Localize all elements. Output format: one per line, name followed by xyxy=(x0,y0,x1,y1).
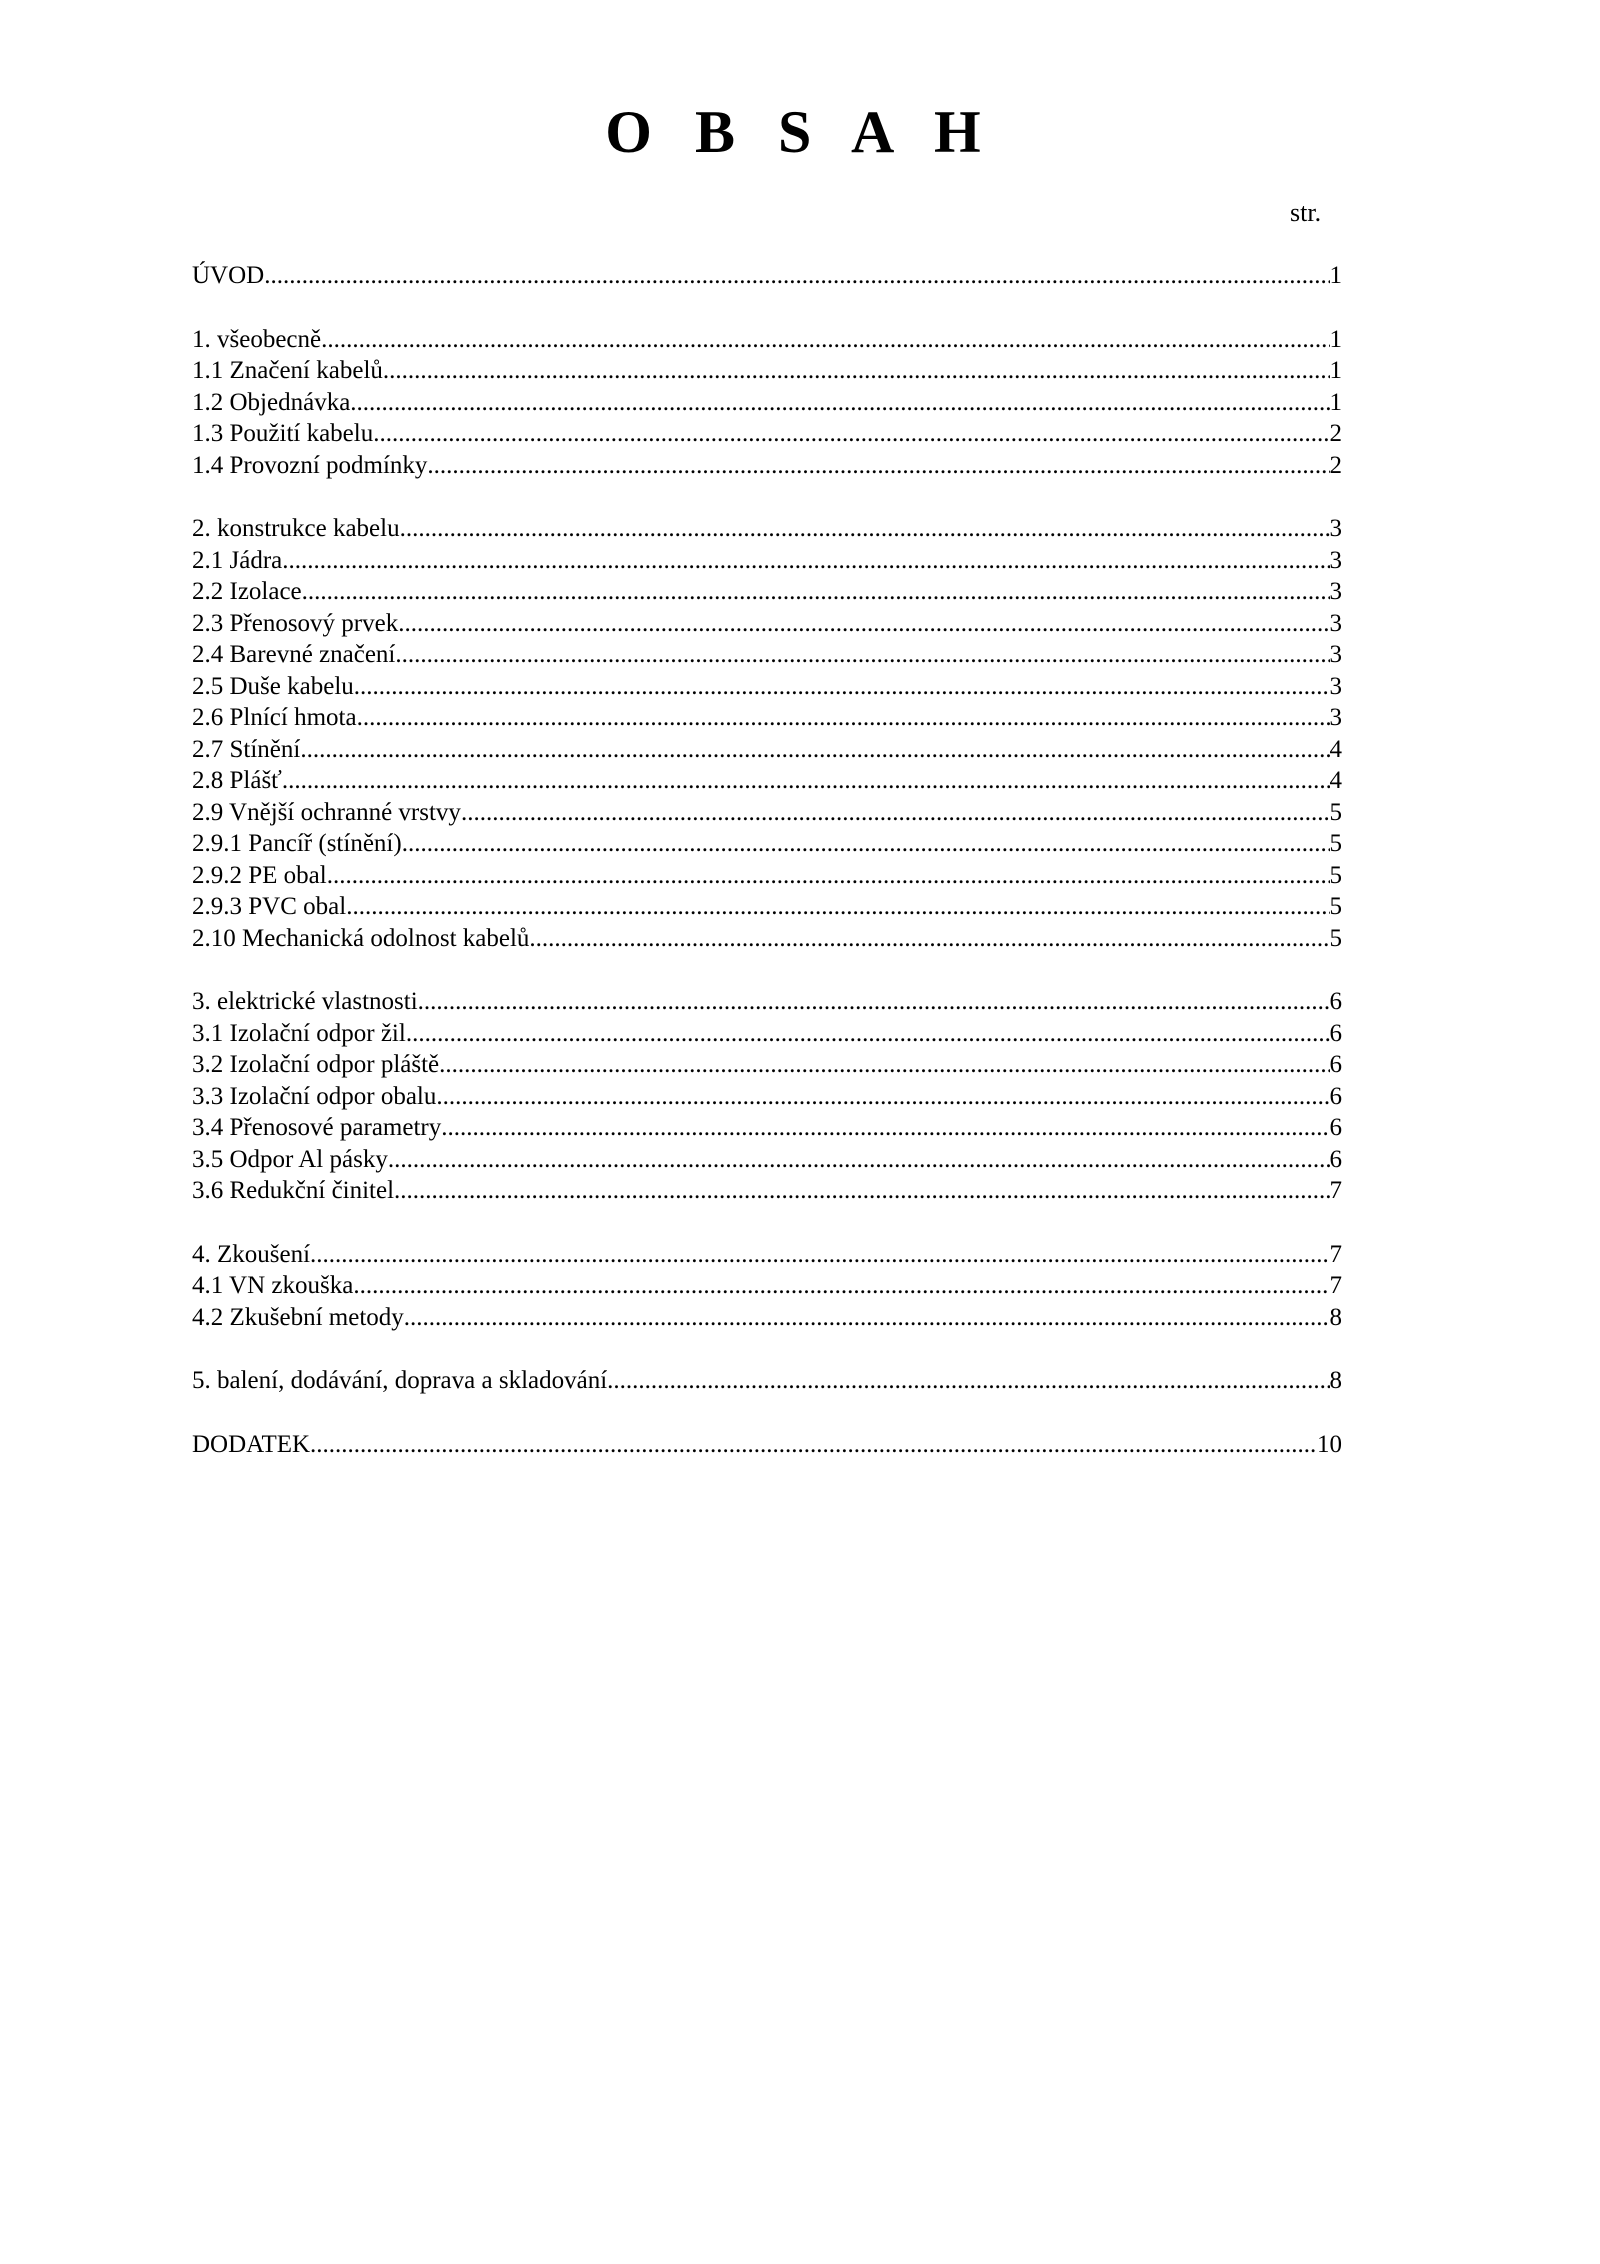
toc-entry-page-number: 5 xyxy=(1329,798,1342,826)
dot-leader xyxy=(300,734,1329,766)
toc-entry xyxy=(192,1270,1342,1302)
toc-entry-page-number: 3 xyxy=(1329,546,1342,574)
toc-entry-label: 1.3 Použití kabelu xyxy=(192,420,374,447)
toc-entry-label: 2.2 Izolace xyxy=(192,578,302,605)
dot-leader xyxy=(398,608,1329,640)
toc-entry xyxy=(192,513,1342,545)
dot-leader xyxy=(441,1112,1329,1144)
toc-entry-page-number: 3 xyxy=(1329,641,1342,668)
toc-entry-page-number: 3 xyxy=(1329,515,1342,542)
toc-entry-label: 3.2 Izolační odpor pláště xyxy=(192,1051,440,1078)
dot-leader xyxy=(402,828,1330,860)
toc-entry xyxy=(192,545,1342,577)
toc-entry-page-number: 7 xyxy=(1329,1177,1342,1204)
dot-leader xyxy=(350,387,1329,419)
dot-leader xyxy=(383,355,1330,387)
toc-entry-page-number: 5 xyxy=(1329,924,1342,952)
toc-entry xyxy=(192,797,1342,829)
toc-entry-label: 2.9.2 PE obal xyxy=(192,861,327,889)
toc-section xyxy=(192,1365,1342,1397)
toc-entry-label: 2.6 Plnící hmota xyxy=(192,704,357,731)
dot-leader xyxy=(327,860,1330,892)
toc-entry-page-number: 6 xyxy=(1329,1051,1342,1078)
toc-entry-page-number: 3 xyxy=(1329,609,1342,637)
dot-leader xyxy=(357,702,1330,734)
toc-entry xyxy=(192,671,1342,703)
toc-entry-label: 2.4 Barevné značení xyxy=(192,641,396,668)
dot-leader xyxy=(427,450,1329,482)
toc-entry-label: 5. balení, dodávání, doprava a skladování xyxy=(192,1367,608,1394)
toc-entry xyxy=(192,639,1342,671)
toc-entry xyxy=(192,418,1342,450)
page-title: O B S A H xyxy=(605,99,995,165)
dot-leader xyxy=(282,765,1330,797)
toc-entry xyxy=(192,860,1342,892)
dot-leader xyxy=(607,1365,1329,1397)
dot-leader xyxy=(418,986,1330,1018)
dot-leader xyxy=(529,923,1329,955)
toc-entry xyxy=(192,1112,1342,1144)
toc-entry xyxy=(192,1144,1342,1176)
table-of-contents xyxy=(192,260,1342,1492)
dot-leader xyxy=(388,1144,1330,1176)
toc-entry xyxy=(192,891,1342,923)
toc-section xyxy=(192,513,1342,954)
toc-entry-page-number: 5 xyxy=(1329,830,1342,857)
toc-entry-page-number: 4 xyxy=(1329,767,1342,794)
toc-entry-label: 3.5 Odpor Al pásky xyxy=(192,1145,388,1173)
toc-entry-label: 3.3 Izolační odpor obalu xyxy=(192,1082,437,1110)
toc-entry-page-number: 3 xyxy=(1329,704,1342,731)
toc-entry-page-number: 3 xyxy=(1329,578,1342,605)
toc-section xyxy=(192,1239,1342,1334)
dot-leader xyxy=(353,1270,1329,1302)
dot-leader xyxy=(321,324,1329,356)
toc-entry-page-number: 10 xyxy=(1317,1430,1342,1458)
dot-leader xyxy=(354,671,1330,703)
toc-entry-label: 2.3 Přenosový prvek xyxy=(192,609,399,637)
toc-entry xyxy=(192,576,1342,608)
toc-entry-label: 2.9.1 Pancíř (stínění) xyxy=(192,830,402,857)
dot-leader xyxy=(439,1049,1329,1081)
toc-entry-label: 2.9.3 PVC obal xyxy=(192,893,347,920)
toc-entry-label: 2.5 Duše kabelu xyxy=(192,672,354,700)
toc-entry-label: 3. elektrické vlastnosti xyxy=(192,988,418,1015)
toc-entry-page-number: 7 xyxy=(1329,1272,1342,1299)
toc-entry-label: 3.4 Přenosové parametry xyxy=(192,1114,442,1141)
toc-entry-label: 2.10 Mechanická odolnost kabelů xyxy=(192,924,530,952)
toc-entry-label: 4.2 Zkušební metody xyxy=(192,1303,404,1331)
toc-entry xyxy=(192,923,1342,955)
toc-entry xyxy=(192,986,1342,1018)
toc-entry-label: 1. všeobecně xyxy=(192,325,322,353)
toc-entry-label: 4.1 VN zkouška xyxy=(192,1272,354,1299)
toc-entry-page-number: 2 xyxy=(1329,451,1342,479)
toc-section xyxy=(192,1429,1342,1461)
toc-section xyxy=(192,986,1342,1207)
dot-leader xyxy=(302,576,1330,608)
toc-entry xyxy=(192,1049,1342,1081)
toc-entry-page-number: 6 xyxy=(1329,988,1342,1015)
dot-leader xyxy=(404,1302,1330,1334)
dot-leader xyxy=(310,1239,1329,1271)
toc-entry-label: 2.7 Stínění xyxy=(192,735,301,763)
toc-entry-label: 2. konstrukce kabelu xyxy=(192,515,400,542)
toc-entry-page-number: 6 xyxy=(1329,1145,1342,1173)
page-column-label: str. xyxy=(1290,198,1322,227)
toc-entry xyxy=(192,608,1342,640)
toc-entry-page-number: 5 xyxy=(1329,893,1342,920)
toc-entry-page-number: 1 xyxy=(1329,325,1342,353)
toc-entry-page-number: 6 xyxy=(1329,1082,1342,1110)
toc-entry-label: 1.1 Značení kabelů xyxy=(192,357,383,384)
toc-entry-label: 3.1 Izolační odpor žil xyxy=(192,1019,406,1047)
toc-entry-label: 2.1 Jádra xyxy=(192,546,283,574)
toc-entry-label: 1.2 Objednávka xyxy=(192,388,351,416)
toc-entry xyxy=(192,260,1342,292)
dot-leader xyxy=(373,418,1329,450)
toc-entry-page-number: 2 xyxy=(1329,420,1342,447)
toc-entry xyxy=(192,324,1342,356)
dot-leader xyxy=(406,1018,1330,1050)
toc-entry-page-number: 1 xyxy=(1329,262,1342,289)
toc-entry-label: 2.9 Vnější ochranné vrstvy xyxy=(192,798,461,826)
toc-entry xyxy=(192,450,1342,482)
dot-leader xyxy=(394,1175,1329,1207)
toc-entry-page-number: 1 xyxy=(1329,388,1342,416)
toc-entry-page-number: 6 xyxy=(1329,1019,1342,1047)
dot-leader xyxy=(461,797,1330,829)
toc-entry-label: DODATEK xyxy=(192,1430,311,1458)
dot-leader xyxy=(264,260,1329,292)
dot-leader xyxy=(310,1429,1317,1461)
toc-entry xyxy=(192,1429,1342,1461)
dot-leader xyxy=(346,891,1329,923)
toc-entry-page-number: 5 xyxy=(1329,861,1342,889)
toc-entry xyxy=(192,828,1342,860)
toc-entry xyxy=(192,702,1342,734)
dot-leader xyxy=(282,545,1329,577)
toc-entry-label: 4. Zkoušení xyxy=(192,1240,311,1268)
dot-leader xyxy=(436,1081,1329,1113)
dot-leader xyxy=(400,513,1330,545)
toc-entry-label: 2.8 Plášť xyxy=(192,767,282,794)
toc-entry-label: 3.6 Redukční činitel xyxy=(192,1177,395,1204)
toc-entry-label: ÚVOD xyxy=(192,262,265,289)
toc-entry xyxy=(192,1175,1342,1207)
toc-entry-page-number: 4 xyxy=(1329,735,1342,763)
toc-entry-page-number: 6 xyxy=(1329,1114,1342,1141)
toc-entry xyxy=(192,734,1342,766)
toc-entry xyxy=(192,1018,1342,1050)
toc-entry-page-number: 8 xyxy=(1329,1303,1342,1331)
toc-entry-page-number: 8 xyxy=(1329,1367,1342,1394)
toc-entry-label: 1.4 Provozní podmínky xyxy=(192,451,428,479)
toc-entry xyxy=(192,355,1342,387)
toc-section xyxy=(192,260,1342,292)
toc-entry xyxy=(192,1239,1342,1271)
toc-entry-page-number: 1 xyxy=(1329,357,1342,384)
toc-entry-page-number: 3 xyxy=(1329,672,1342,700)
toc-entry xyxy=(192,765,1342,797)
toc-entry xyxy=(192,1081,1342,1113)
toc-section xyxy=(192,324,1342,482)
toc-entry xyxy=(192,1365,1342,1397)
toc-entry-page-number: 7 xyxy=(1329,1240,1342,1268)
toc-entry xyxy=(192,1302,1342,1334)
toc-entry xyxy=(192,387,1342,419)
dot-leader xyxy=(395,639,1329,671)
